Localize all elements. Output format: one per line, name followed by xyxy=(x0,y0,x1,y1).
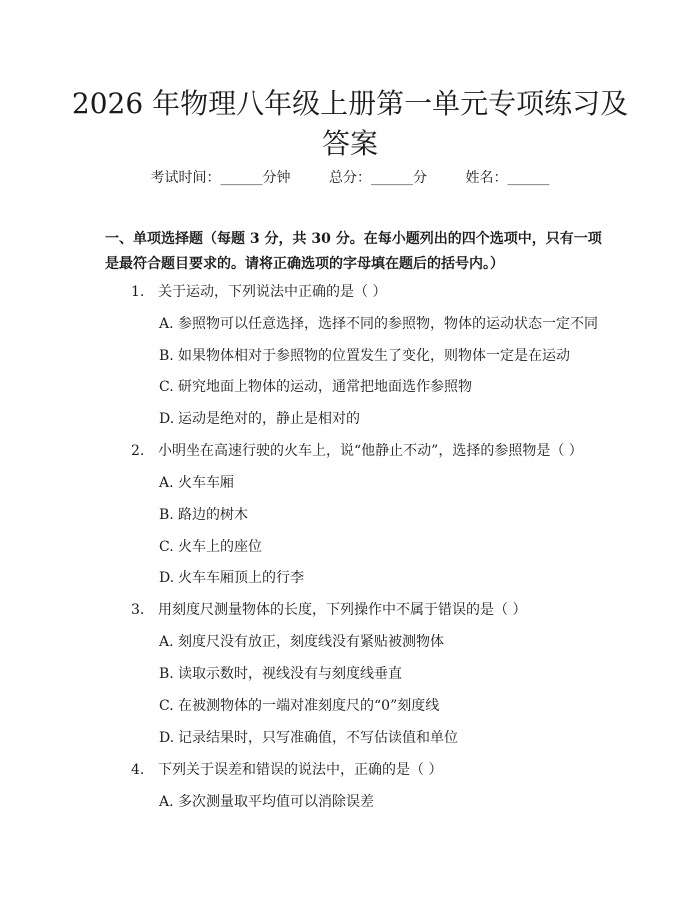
option-letter: C. xyxy=(159,698,174,714)
question-3-option-a xyxy=(159,632,444,652)
option-text: 火车车厢 xyxy=(178,475,234,491)
question-text: 用刻度尺测量物体的长度，下列操作中不属于错误的是（ ） xyxy=(158,602,527,618)
question-3-option-c xyxy=(159,696,439,716)
option-text: 多次测量取平均值可以消除误差 xyxy=(178,794,374,810)
question-number: 1. xyxy=(131,284,145,300)
question-number: 4. xyxy=(131,762,145,778)
question-2-option-d xyxy=(159,568,304,588)
option-text: 研究地面上物体的运动，通常把地面选作参照物 xyxy=(178,379,472,395)
question-text: 小明坐在高速行驶的火车上，说“他静止不动”，选择的参照物是（ ） xyxy=(158,443,583,459)
question-text: 关于运动，下列说法中正确的是（ ） xyxy=(158,284,387,300)
question-1-option-c xyxy=(159,377,472,397)
option-letter: B. xyxy=(159,666,174,682)
question-number: 3. xyxy=(131,602,145,618)
question-3 xyxy=(131,600,526,620)
question-4-option-a xyxy=(159,792,374,812)
option-letter: A. xyxy=(159,475,174,491)
option-letter: C. xyxy=(159,539,174,555)
option-text: 运动是绝对的，静止是相对的 xyxy=(178,411,360,427)
option-letter: A. xyxy=(159,634,174,650)
option-letter: D. xyxy=(159,730,175,746)
question-1 xyxy=(131,282,386,302)
option-text: 刻度尺没有放正，刻度线没有紧贴被测物体 xyxy=(178,634,444,650)
question-2-option-a xyxy=(159,473,234,493)
option-letter: A. xyxy=(159,794,174,810)
section-heading: 一、单项选择题（每题 3 分，共 30 分。在每小题列出的四个选项中，只有一项是最符合题目要求的。请将正确选项的字母填在题后的括号内。） xyxy=(105,231,602,272)
option-text: 在被测物体的一端对准刻度尺的“0”刻度线 xyxy=(178,698,440,714)
question-1-option-b xyxy=(159,346,570,366)
total-score-field: 总分：______分 xyxy=(329,170,427,186)
option-text: 参照物可以任意选择，选择不同的参照物，物体的运动状态一定不同 xyxy=(178,316,598,332)
question-3-option-d xyxy=(159,728,458,748)
question-2 xyxy=(131,441,583,461)
question-1-option-d xyxy=(159,409,360,429)
option-text: 记录结果时，只写准确值，不写估读值和单位 xyxy=(178,730,458,746)
option-text: 火车车厢顶上的行李 xyxy=(178,570,304,586)
question-4 xyxy=(131,760,442,780)
question-1-option-a xyxy=(159,314,598,334)
option-letter: C. xyxy=(159,379,174,395)
question-number: 2. xyxy=(131,443,145,459)
option-letter: A. xyxy=(159,316,174,332)
student-name-field: 姓名：______ xyxy=(465,170,550,186)
option-letter: B. xyxy=(159,348,174,364)
question-3-option-b xyxy=(159,664,402,684)
option-letter: D. xyxy=(159,411,175,427)
option-text: 读取示数时，视线没有与刻度线垂直 xyxy=(178,666,402,682)
option-letter: D. xyxy=(159,570,175,586)
question-2-option-c xyxy=(159,537,262,557)
option-text: 火车上的座位 xyxy=(178,539,262,555)
exam-time-field: 考试时间：______分钟 xyxy=(150,170,291,186)
option-text: 路边的树木 xyxy=(178,507,248,523)
option-text: 如果物体相对于参照物的位置发生了变化，则物体一定是在运动 xyxy=(178,348,570,364)
question-2-option-b xyxy=(159,505,248,525)
exam-info-line xyxy=(0,168,700,188)
option-letter: B. xyxy=(159,507,174,523)
document-title: 2026 年物理八年级上册第一单元专项练习及答案 xyxy=(71,87,629,160)
question-text: 下列关于误差和错误的说法中，正确的是（ ） xyxy=(158,762,443,778)
